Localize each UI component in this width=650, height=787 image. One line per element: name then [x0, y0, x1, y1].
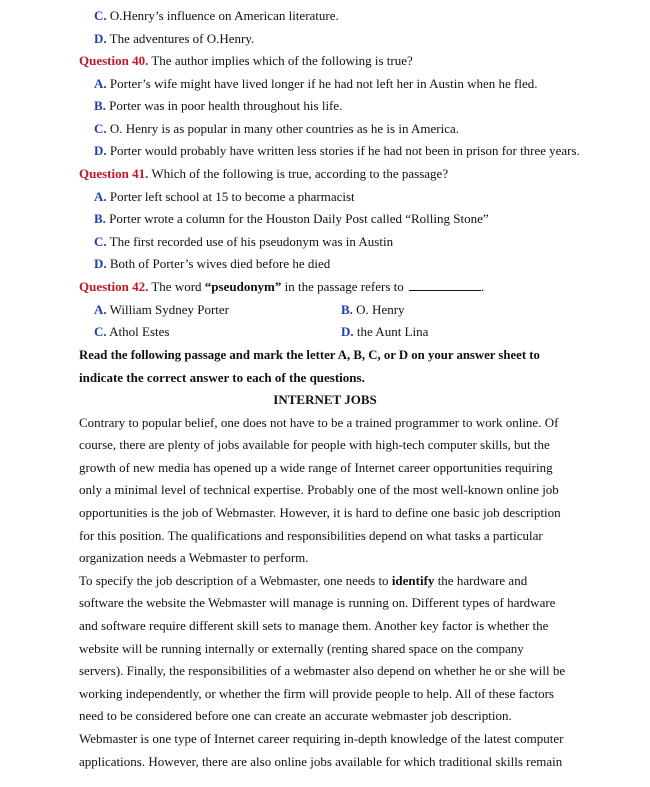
option-letter: D.: [94, 31, 107, 46]
p1-line: organization needs a Webmaster to perform.: [79, 550, 309, 565]
option-text: The first recorded use of his pseudonym was in Austin: [106, 234, 394, 249]
option-text: Porter’s wife might have lived longer if he had not left her in Austin when he fled.: [106, 76, 538, 91]
q40-option-b: [94, 98, 342, 114]
instruction-line-1: Read the following passage and mark the letter A, B, C, or D on your answer sheet to: [79, 347, 540, 362]
instruction-line-2: indicate the correct answer to each of the questions.: [79, 370, 365, 385]
option-text: Porter was in poor health throughout his life.: [105, 98, 343, 113]
p2-line: working independently, or whether the firm will provide people to help. All of these factors: [79, 686, 554, 701]
option-text: the Aunt Lina: [353, 324, 429, 339]
q42-option-b: [341, 302, 405, 318]
q41-option-b: [94, 211, 489, 227]
p2-line: servers). Finally, the responsibilities of a webmaster also depend on whether he or she will be: [79, 663, 566, 678]
option-letter: D.: [94, 143, 107, 158]
q41-option-c: [94, 234, 393, 250]
option-letter: C.: [94, 324, 107, 339]
option-text: Porter would probably have written less stories if he had not been in prison for three years.: [106, 143, 580, 158]
p1-line: opportunities is the job of Webmaster. However, it is hard to define one basic job description: [79, 505, 561, 520]
question-text-before: The word: [148, 279, 205, 294]
q40-option-c: [94, 121, 459, 137]
p2-text-before: To specify the job description of a Webmaster, one needs to: [79, 573, 392, 588]
p1-line: for this position. The qualifications and responsibilities depend on what tasks a particular: [79, 528, 543, 543]
p2-line: software the website the Webmaster will manage is running on. Different types of hardware: [79, 595, 556, 610]
option-text: O. Henry: [352, 302, 405, 317]
p1-line: Contrary to popular belief, one does not have to be a trained programmer to work online. Of: [79, 415, 559, 430]
p3-line: applications. However, there are also online jobs available for which traditional skills remain: [79, 754, 563, 769]
option-text: O.Henry’s influence on American literature.: [106, 8, 339, 23]
option-text: O. Henry is as popular in many other countries as he is in America.: [106, 121, 459, 136]
answer-blank: [409, 279, 481, 291]
question-end: .: [481, 279, 485, 294]
option-text: Athol Estes: [106, 324, 170, 339]
option-letter: C.: [94, 234, 107, 249]
p2-first-line: [79, 573, 527, 589]
question-label: Question 41.: [79, 166, 149, 181]
option-text: William Sydney Porter: [106, 302, 230, 317]
option-text: Both of Porter’s wives died before he died: [106, 256, 331, 271]
p1-line: course, there are plenty of jobs available for people with high-tech computer skills, but the: [79, 437, 550, 452]
option-letter: A.: [94, 189, 107, 204]
question-label: Question 42.: [79, 279, 149, 294]
option-letter: D.: [341, 324, 354, 339]
question-text: The author implies which of the following is true?: [148, 53, 413, 68]
q39-option-c: [94, 8, 339, 24]
passage-title: INTERNET JOBS: [273, 392, 377, 407]
question-40: [79, 53, 413, 69]
option-letter: A.: [94, 76, 107, 91]
q40-option-d: [94, 143, 580, 159]
q39-option-d: [94, 31, 254, 47]
option-text: Porter left school at 15 to become a pharmacist: [106, 189, 355, 204]
q42-option-a: [94, 302, 229, 318]
option-text: Porter wrote a column for the Houston Daily Post called “Rolling Stone”: [105, 211, 489, 226]
q40-option-a: [94, 76, 537, 92]
option-text: The adventures of O.Henry.: [106, 31, 255, 46]
option-letter: A.: [94, 302, 107, 317]
p2-keyword: identify: [391, 573, 435, 588]
question-42: [79, 279, 484, 295]
p1-line: only a minimal level of technical expertise. Probably one of the most well-known online job: [79, 482, 559, 497]
option-letter: D.: [94, 256, 107, 271]
option-letter: B.: [94, 211, 106, 226]
q42-option-d: [341, 324, 428, 340]
option-letter: B.: [94, 98, 106, 113]
question-label: Question 40.: [79, 53, 149, 68]
question-text-after: in the passage refers to: [281, 279, 407, 294]
q41-option-d: [94, 256, 330, 272]
question-keyword: “pseudonym”: [204, 279, 282, 294]
question-text: Which of the following is true, according to the passage?: [148, 166, 449, 181]
option-letter: B.: [341, 302, 353, 317]
option-letter: C.: [94, 121, 107, 136]
q42-option-c: [94, 324, 169, 340]
p3-line: Webmaster is one type of Internet career requiring in-depth knowledge of the latest computer: [79, 731, 564, 746]
q41-option-a: [94, 189, 355, 205]
p2-line: need to be considered before one can create an accurate webmaster job description.: [79, 708, 512, 723]
option-letter: C.: [94, 8, 107, 23]
p1-line: growth of new media has opened up a wide range of Internet career opportunities requiring: [79, 460, 553, 475]
p2-line: website will be running internally or externally (renting shared space on the company: [79, 641, 524, 656]
question-41: [79, 166, 448, 182]
p2-text-after: the hardware and: [434, 573, 528, 588]
p2-line: and software require different skill sets to manage them. Another key factor is whether the: [79, 618, 549, 633]
